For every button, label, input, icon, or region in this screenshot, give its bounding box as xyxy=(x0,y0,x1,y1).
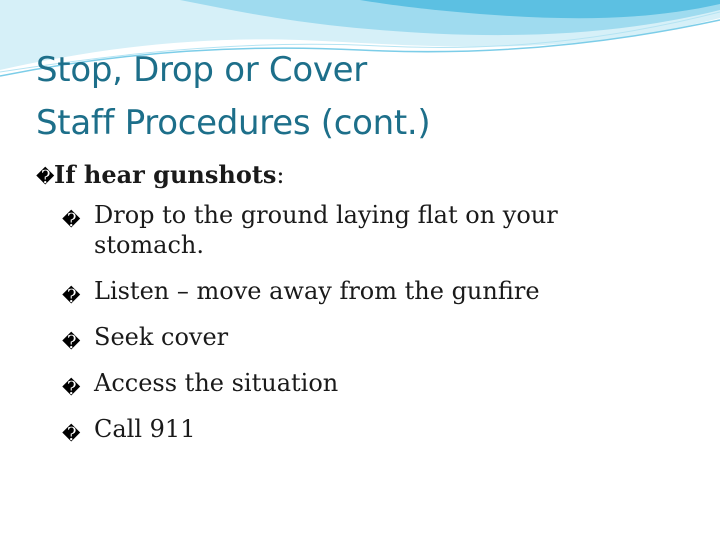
main-bullet-text: If hear gunshots xyxy=(54,160,277,189)
sub-bullet-text: Seek cover xyxy=(94,323,229,351)
sub-bullet xyxy=(62,276,696,307)
bullet-glyph-icon: � xyxy=(62,286,81,307)
bullet-glyph-icon: � xyxy=(36,167,55,188)
sub-bullet-text: Access the situation xyxy=(94,369,339,397)
slide-body xyxy=(36,155,696,444)
bullet-glyph-icon: � xyxy=(62,424,81,445)
sub-bullet xyxy=(62,414,696,445)
sub-bullet-text: Listen – move away from the gunfire xyxy=(94,277,540,305)
main-bullet xyxy=(36,155,696,198)
sub-bullet-text: Drop to the ground laying flat on your stomach. xyxy=(94,201,558,259)
sub-bullet xyxy=(62,200,640,260)
sub-bullet xyxy=(62,368,696,399)
title-line-1: Stop, Drop or Cover xyxy=(36,50,367,90)
sub-bullet xyxy=(62,322,696,353)
bullet-glyph-icon: � xyxy=(62,332,81,353)
sub-bullet-text: Call 911 xyxy=(94,415,196,443)
slide-title xyxy=(36,44,696,150)
bullet-glyph-icon: � xyxy=(62,378,81,399)
main-bullet-suffix: : xyxy=(276,161,285,189)
bullet-glyph-icon: � xyxy=(62,210,81,231)
title-line-2: Staff Procedures (cont.) xyxy=(36,103,431,143)
